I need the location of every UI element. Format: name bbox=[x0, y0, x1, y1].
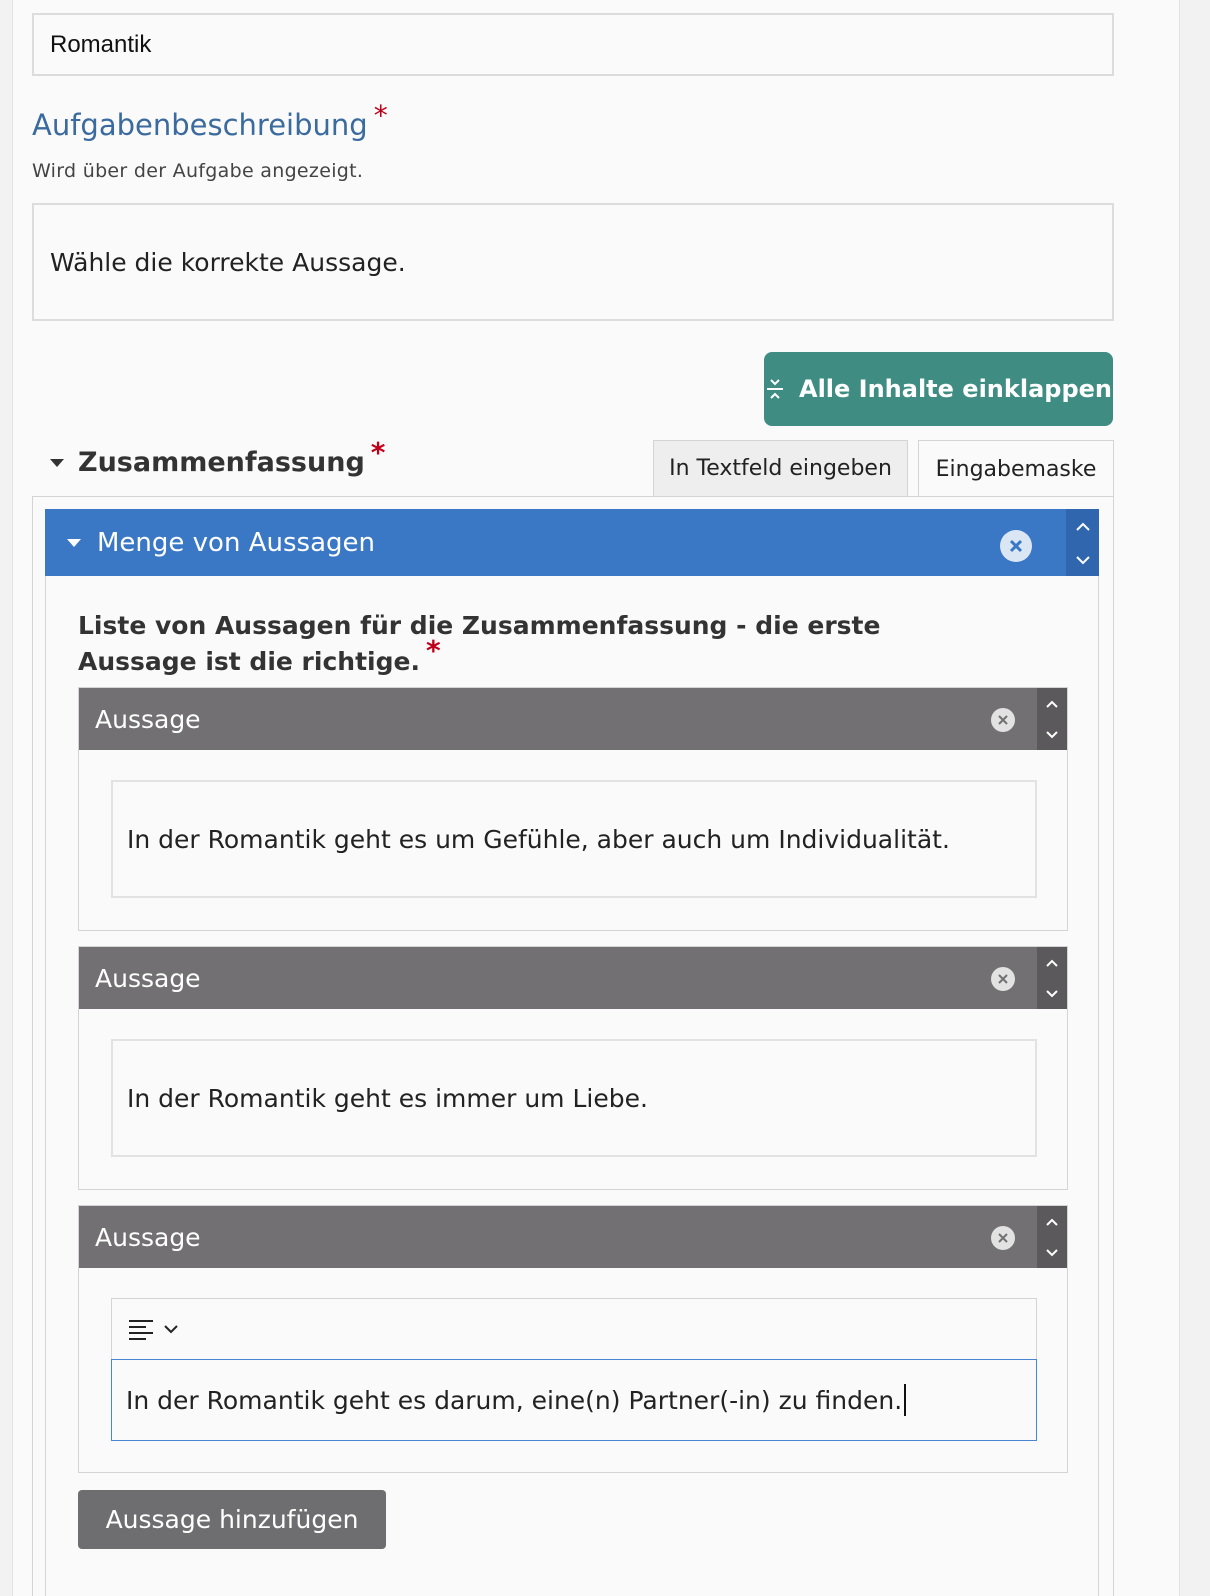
text-caret bbox=[904, 1384, 906, 1416]
statement-set-title: Menge von Aussagen bbox=[97, 528, 375, 558]
close-icon bbox=[998, 1233, 1008, 1243]
collapse-all-label: Alle Inhalte einklappen bbox=[799, 375, 1112, 403]
statement-item bbox=[78, 687, 1068, 931]
reorder-controls bbox=[1037, 1206, 1067, 1268]
required-marker: * bbox=[370, 436, 386, 469]
text-editor-toolbar bbox=[111, 1298, 1037, 1360]
statement-list-label-text: Liste von Aussagen für die Zusammenfassung - die erste Aussage ist die richtige. bbox=[78, 611, 881, 676]
collapse-icon bbox=[765, 378, 785, 400]
close-icon bbox=[998, 715, 1008, 725]
required-marker: * bbox=[373, 99, 388, 132]
tab-text-input[interactable]: In Textfeld eingeben bbox=[653, 440, 908, 497]
remove-statement-button[interactable] bbox=[991, 1226, 1015, 1250]
reorder-controls bbox=[1066, 509, 1099, 577]
statement-item-header[interactable] bbox=[79, 688, 1067, 750]
close-icon bbox=[1009, 539, 1023, 553]
remove-statement-button[interactable] bbox=[991, 967, 1015, 991]
statement-item-title: Aussage bbox=[95, 963, 201, 993]
task-description-field[interactable] bbox=[32, 203, 1114, 321]
close-icon bbox=[998, 974, 1008, 984]
title-input-value: Romantik bbox=[50, 30, 152, 58]
reorder-controls bbox=[1037, 688, 1067, 750]
statement-item bbox=[78, 1205, 1068, 1473]
title-input[interactable] bbox=[32, 13, 1114, 76]
statement-list-label bbox=[78, 608, 978, 679]
task-description-hint: Wird über der Aufgabe angezeigt. bbox=[32, 160, 364, 182]
summary-group-title: Zusammenfassung bbox=[78, 447, 365, 478]
statement-item bbox=[78, 946, 1068, 1190]
align-left-icon[interactable] bbox=[128, 1319, 154, 1341]
chevron-down-icon[interactable] bbox=[1046, 990, 1058, 998]
chevron-down-icon[interactable] bbox=[1046, 731, 1058, 739]
caret-down-icon bbox=[50, 459, 64, 467]
task-description-label-text: Aufgabenbeschreibung bbox=[32, 108, 368, 142]
summary-group-toggle[interactable] bbox=[50, 436, 386, 479]
statement-text-field[interactable] bbox=[111, 1039, 1037, 1157]
statement-text-value: In der Romantik geht es darum, eine(n) Partner(-in) zu finden. bbox=[126, 1385, 903, 1415]
statement-item-header[interactable] bbox=[79, 1206, 1067, 1268]
statement-editor-field[interactable] bbox=[111, 1359, 1037, 1441]
statement-text-value: In der Romantik geht es um Gefühle, aber auch um Individualität. bbox=[127, 824, 950, 854]
statement-item-header[interactable] bbox=[79, 947, 1067, 1009]
statement-text-value: In der Romantik geht es immer um Liebe. bbox=[127, 1083, 648, 1113]
remove-statement-button[interactable] bbox=[991, 708, 1015, 732]
reorder-controls bbox=[1037, 947, 1067, 1009]
chevron-down-icon[interactable] bbox=[1076, 556, 1090, 565]
task-description-label bbox=[32, 99, 388, 142]
add-statement-button[interactable]: Aussage hinzufügen bbox=[78, 1490, 386, 1549]
chevron-down-icon[interactable] bbox=[164, 1325, 178, 1334]
required-marker: * bbox=[425, 634, 441, 667]
statement-set-header[interactable] bbox=[45, 509, 1099, 577]
remove-statement-set-button[interactable] bbox=[1000, 530, 1032, 562]
chevron-up-icon[interactable] bbox=[1046, 959, 1058, 967]
collapse-all-button[interactable] bbox=[764, 352, 1113, 426]
statement-item-title: Aussage bbox=[95, 704, 201, 734]
chevron-up-icon[interactable] bbox=[1076, 522, 1090, 531]
statement-item-title: Aussage bbox=[95, 1222, 201, 1252]
chevron-down-icon[interactable] bbox=[1046, 1249, 1058, 1257]
statement-text-field[interactable] bbox=[111, 780, 1037, 898]
tab-input-mask[interactable]: Eingabemaske bbox=[918, 440, 1114, 498]
task-description-value: Wähle die korrekte Aussage. bbox=[50, 247, 406, 277]
chevron-up-icon[interactable] bbox=[1046, 1218, 1058, 1226]
chevron-up-icon[interactable] bbox=[1046, 700, 1058, 708]
caret-down-icon bbox=[67, 539, 81, 547]
